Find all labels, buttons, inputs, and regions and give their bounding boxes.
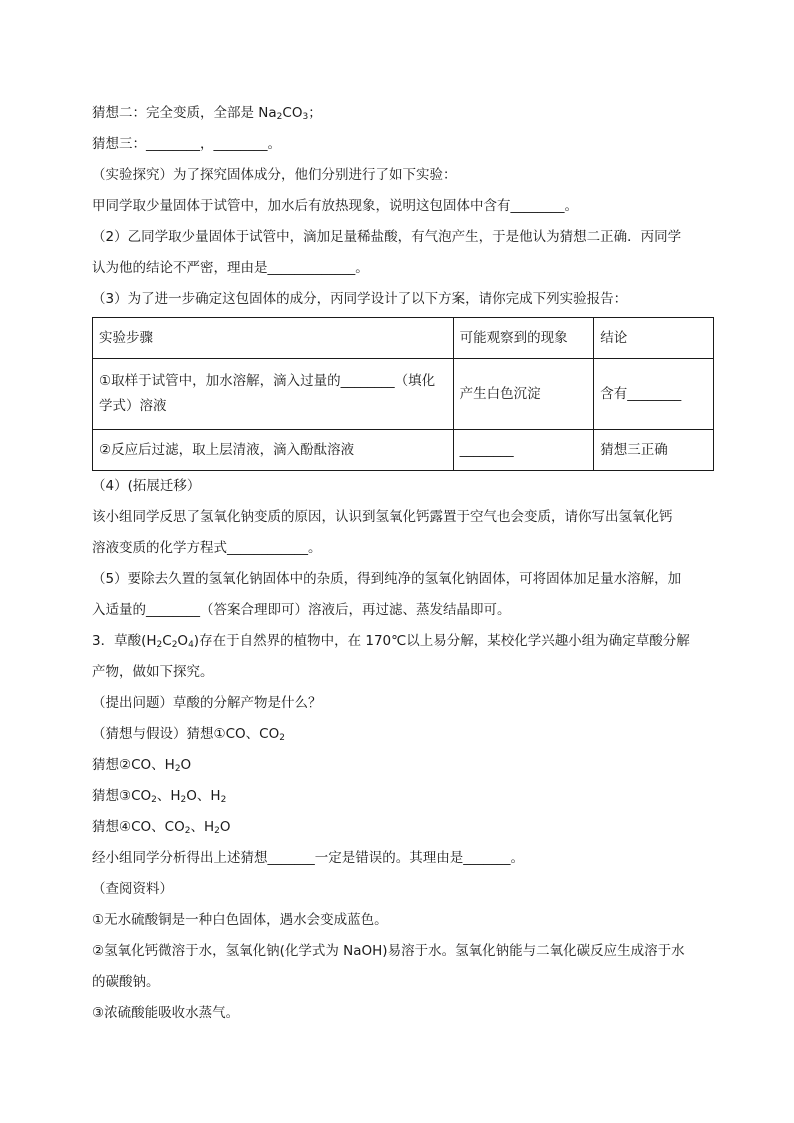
hypothesis-2 xyxy=(92,750,714,781)
text-part: 、H xyxy=(156,788,181,804)
guess-two-text: 猜想二：完全变质，全部是 Na xyxy=(92,105,277,121)
text-part: 猜想③CO xyxy=(92,788,152,804)
phenomenon-cell: ________ xyxy=(453,430,594,471)
reference-2-continued: 的碳酸钠。 xyxy=(92,974,160,990)
text-part: 3．草酸(H xyxy=(92,633,157,649)
table-header-row xyxy=(93,318,714,359)
yi-line-1: （2）乙同学取少量固体于试管中，滴加足量稀盐酸，有气泡产生，于是他认为猜想二正确．丙同学 xyxy=(92,229,682,245)
question-5-line-2: 入适量的________（答案合理即可）溶液后，再过滤、蒸发结晶即可。 xyxy=(92,602,511,618)
subscript: 2 xyxy=(151,795,157,805)
guess-three-line: 猜想三：________，________。 xyxy=(92,136,281,152)
experiment-report-table xyxy=(92,317,714,471)
conclusion-cell: 猜想三正确 xyxy=(594,430,714,471)
subscript: 4 xyxy=(188,640,194,650)
hypothesis-4 xyxy=(92,812,714,843)
yi-line-2: 认为他的结论不严密，理由是_____________。 xyxy=(92,260,369,276)
conclusion-cell: 含有________ xyxy=(594,359,714,430)
question-3-line-1 xyxy=(92,626,714,657)
subscript: 2 xyxy=(279,733,285,743)
header-phenomenon: 可能观察到的现象 xyxy=(453,318,594,359)
text-part: C xyxy=(162,633,172,649)
subscript: 2 xyxy=(184,826,191,836)
text-part: O xyxy=(177,633,189,649)
subscript: 2 xyxy=(180,795,187,805)
reference-2: ②氢氧化钙微溶于水，氢氧化钠(化学式为 NaOH)易溶于水。氢氧化钠能与二氧化碳反应生成溶于水 xyxy=(92,943,685,959)
reference-1: ①无水硫酸铜是一种白色固体，遇水会变成蓝色。 xyxy=(92,912,388,928)
text-part: （猜想与假设）猜想①CO、CO xyxy=(92,726,280,742)
step-cell: ②反应后过滤，取上层清液，滴入酚酞溶液 xyxy=(93,430,454,471)
text-part: O、H xyxy=(186,788,221,804)
explore-line: （实验探究）为了探究固体成分，他们分别进行了如下实验： xyxy=(92,167,457,183)
phenomenon-cell: 产生白色沉淀 xyxy=(453,359,594,430)
document-page xyxy=(92,98,714,1029)
text-part: O xyxy=(180,757,192,773)
guess-two-line xyxy=(92,98,714,129)
header-step: 实验步骤 xyxy=(93,318,454,359)
subscript: 2 xyxy=(156,640,163,650)
extension-line-1: 该小组同学反思了氢氧化钠变质的原因，认识到氢氧化钙露置于空气也会变质，请你写出氢氧化钙 xyxy=(92,509,673,525)
text-part: O xyxy=(219,819,231,835)
text-part: 、H xyxy=(190,819,215,835)
subscript: 2 xyxy=(276,112,283,122)
text-part: 猜想②CO、H xyxy=(92,757,175,773)
hypothesis-1 xyxy=(92,719,714,750)
subscript: 2 xyxy=(214,826,220,836)
step-text-line-1: ①取样于试管中，加水溶解，滴入过量的________（填化 xyxy=(99,373,436,389)
extension-line-2: 溶液变质的化学方程式____________。 xyxy=(92,540,322,556)
subscript: 3 xyxy=(302,112,309,122)
analysis-line: 经小组同学分析得出上述猜想_______一定是错误的。其理由是_______。 xyxy=(92,850,524,866)
step-text-line-2: 学式）溶液 xyxy=(99,398,167,414)
punctuation: ； xyxy=(308,105,322,121)
header-conclusion: 结论 xyxy=(594,318,714,359)
jia-line: 甲同学取少量固体于试管中，加水后有放热现象，说明这包固体中含有________。 xyxy=(92,198,578,214)
hypothesis-3 xyxy=(92,781,714,812)
table-row xyxy=(93,359,714,430)
question-3-line-2: 产物，做如下探究。 xyxy=(92,664,214,680)
text-part: 猜想④CO、CO xyxy=(92,819,185,835)
subscript: 2 xyxy=(171,640,178,650)
subscript: 2 xyxy=(174,764,181,774)
bing-line: （3）为了进一步确定这包固体的成分，丙同学设计了以下方案，请你完成下列实验报告： xyxy=(92,291,628,307)
subscript: 2 xyxy=(220,795,227,805)
extension-heading: （4）(拓展迁移） xyxy=(92,478,201,494)
reference-3: ③浓硫酸能吸收水蒸气。 xyxy=(92,1005,240,1021)
table-row xyxy=(93,430,714,471)
question-5-line-1: （5）要除去久置的氢氧化钠固体中的杂质，得到纯净的氢氧化钠固体，可将固体加足量水溶解，加 xyxy=(92,571,682,587)
text-part: )存在于自然界的植物中，在 170℃以上易分解，某校化学兴趣小组为确定草酸分解 xyxy=(193,633,690,649)
formula-part: CO xyxy=(282,105,303,121)
step-cell xyxy=(93,359,454,430)
reference-heading: （查阅资料） xyxy=(92,881,173,897)
raise-question-line: （提出问题）草酸的分解产物是什么？ xyxy=(92,695,322,711)
